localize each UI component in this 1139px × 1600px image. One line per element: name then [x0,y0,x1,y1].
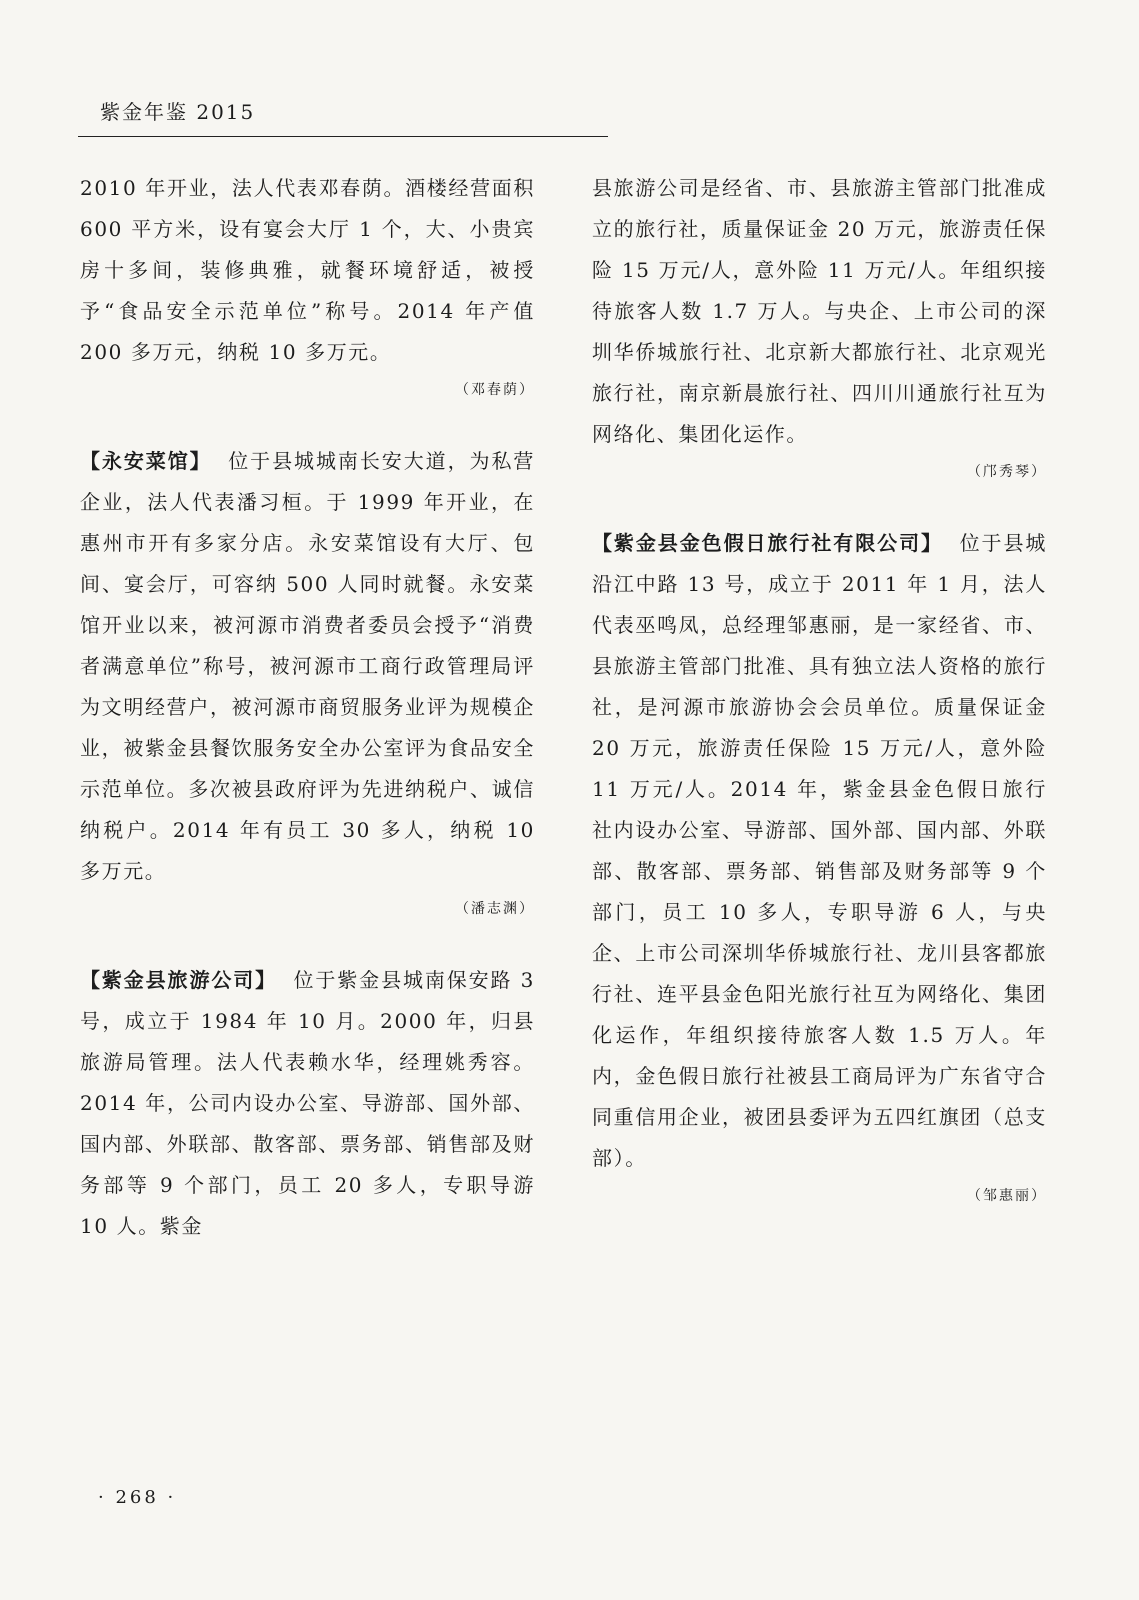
yongan-heading: 【永安菜馆】 [80,449,212,473]
tourism-text: 位于紫金县城南保安路 3 号，成立于 1984 年 10 月。2000 年，归县旅游局管理。法人代表赖水华，经理姚秀容。2014 年，公司内设办公室、导游部、国外部、国内部、外联部、散客部、票务部、销售部及财务部等 9 个部门，员工 20 多人，专职导游 10 人。紫金 [80,968,535,1238]
running-header: 紫金年鉴 2015 [100,100,256,124]
left-column [80,168,535,1247]
intro-author: （邓春荫） [455,382,535,398]
right-column [592,168,1047,1205]
golden-author: （邹惠丽） [967,1188,1047,1204]
tourism-author: （邝秀琴） [967,464,1047,480]
yongan-author: （潘志渊） [455,901,535,917]
golden-heading: 【紫金县金色假日旅行社有限公司】 [592,531,943,555]
tourism-continued: 县旅游公司是经省、市、县旅游主管部门批准成立的旅行社，质量保证金 20 万元，旅游责任保险 15 万元/人，意外险 11 万元/人。年组织接待旅客人数 1.7 万人。与央企、上市公司的深圳华侨城旅行社、北京新大都旅行社、北京观光旅行社，南京新晨旅行社、四川川通旅行社互为网络化、集团化运作。 [592,176,1047,446]
golden-text: 位于县城沿江中路 13 号，成立于 2011 年 1 月，法人代表巫鸣凤，总经理邹惠丽，是一家经省、市、县旅游主管部门批准、具有独立法人资格的旅行社，是河源市旅游协会会员单位。质量保证金 20 万元，旅游责任保险 15 万元/人，意外险 11 万元/人。2014 年，紫金县金色假日旅行社内设办公室、导游部、国外部、国内部、外联部、散客部、票务部、销售部及财务部等 9 个部门，员工 10 多人，专职导游 6 人，与央企、上市公司深圳华侨城旅行社、龙川县客都旅行社、连平县金色阳光旅行社互为网络化、集团化运作，年组织接待旅客人数 1.5 万人。年内，金色假日旅行社被县工商局评为广东省守合同重信用企业，被团县委评为五四红旗团（总支部）。 [592,531,1047,1170]
header-rule [78,136,608,137]
yongan-entry [80,441,535,892]
page-number: · 268 · [98,1487,177,1508]
intro-paragraph: 2010 年开业，法人代表邓春荫。酒楼经营面积 600 平方米，设有宴会大厅 1 个，大、小贵宾房十多间，装修典雅，就餐环境舒适，被授予“食品安全示范单位”称号。2014 年产值 200 多万元，纳税 10 多万元。 [80,176,535,364]
tourism-heading: 【紫金县旅游公司】 [80,968,278,992]
tourism-entry [80,960,535,1247]
golden-entry [592,523,1047,1179]
yongan-text: 位于县城城南长安大道，为私营企业，法人代表潘习桓。于 1999 年开业，在惠州市开有多家分店。永安菜馆设有大厅、包间、宴会厅，可容纳 500 人同时就餐。永安菜馆开业以来，被河源市消费者委员会授予“消费者满意单位”称号，被河源市工商行政管理局评为文明经营户，被河源市商贸服务业评为规模企业，被紫金县餐饮服务安全办公室评为食品安全示范单位。多次被县政府评为先进纳税户、诚信纳税户。2014 年有员工 30 多人，纳税 10 多万元。 [80,449,535,883]
